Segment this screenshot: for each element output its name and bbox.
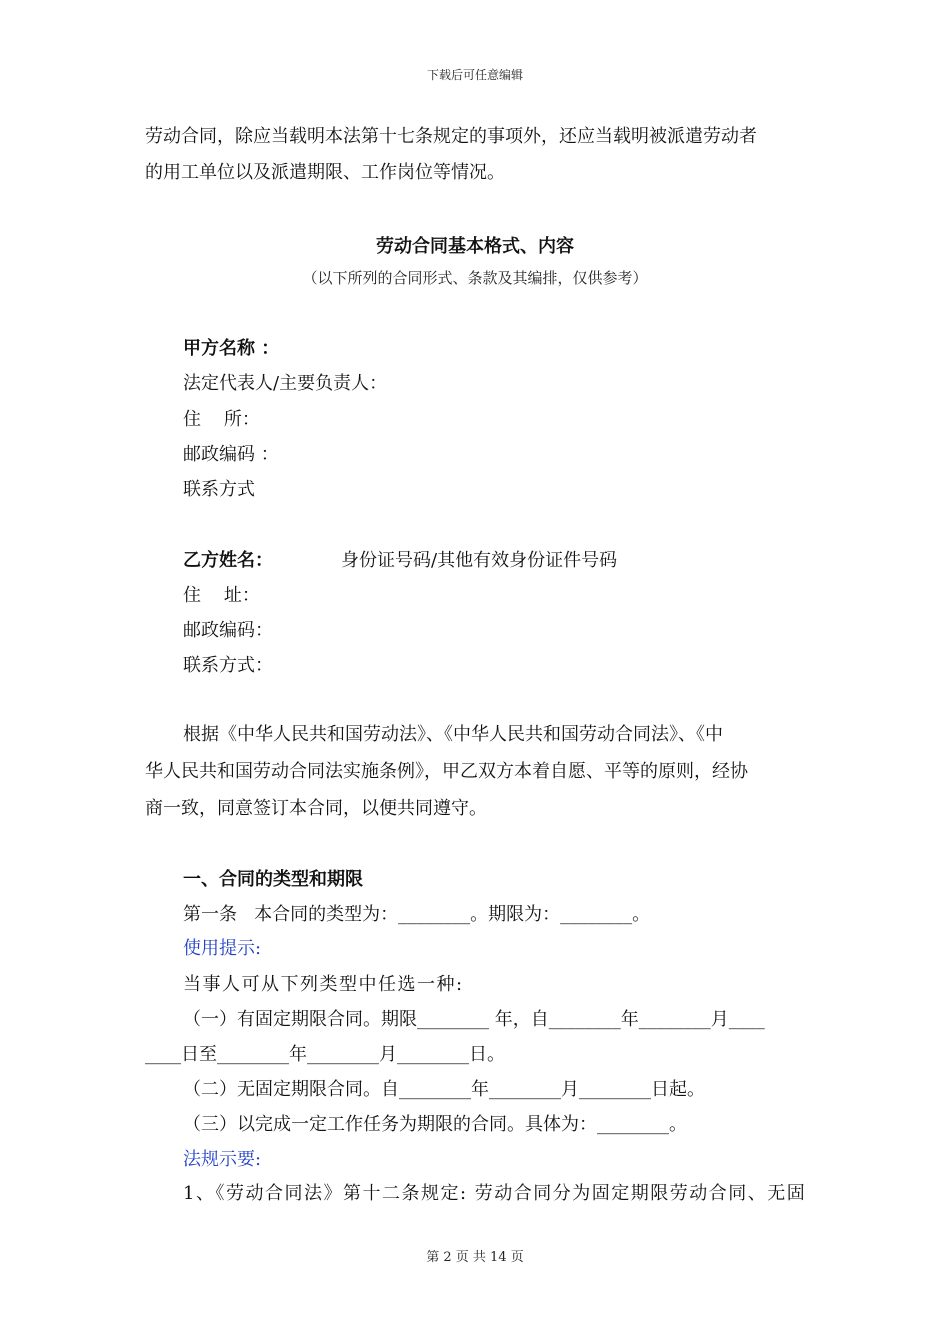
article-1: 第一条 本合同的类型为：________。期限为：________。 [183, 904, 651, 925]
page-footer: 第 2 页 共 14 页 [426, 1250, 524, 1265]
option-3: （三）以完成一定工作任务为期限的合同。具体为：________。 [183, 1114, 687, 1135]
option-1-line-1: （一）有固定期限合同。期限________ 年，自________年________月____ [183, 1009, 765, 1030]
party-a-rep-label: 法定代表人/主要负责人： [183, 373, 388, 394]
party-b-contact-label: 联系方式： [183, 655, 273, 676]
intro-line-1: 劳动合同，除应当载明本法第十七条规定的事项外，还应当载明被派遣劳动者 [145, 126, 757, 147]
option-2: （二）无固定期限合同。自________年________月________日起。 [183, 1079, 705, 1100]
party-b-address-label: 住 址： [183, 585, 260, 606]
option-1-line-2: ____日至________年________月________日。 [145, 1044, 505, 1065]
preamble-line-3: 商一致，同意签订本合同，以便共同遵守。 [145, 798, 487, 819]
page-header: 下载后可任意编辑 [426, 68, 523, 82]
intro-line-2: 的用工单位以及派遣期限、工作岗位等情况。 [145, 162, 505, 183]
section-title: 劳动合同基本格式、内容 [376, 236, 574, 257]
party-a-contact-label: 联系方式 [183, 479, 255, 500]
law-label: 法规示要: [183, 1149, 262, 1170]
usage-tip-label: 使用提示: [183, 938, 262, 959]
preamble-line-1: 根据《中华人民共和国劳动法》、《中华人民共和国劳动合同法》、《中 [183, 724, 723, 745]
usage-tip-text: 当事人可从下列类型中任选一种: [183, 974, 464, 995]
party-a-postcode-label: 邮政编码 ： [183, 444, 279, 465]
party-b-name-label: 乙方姓名： [183, 550, 273, 571]
party-a-name-label: 甲方名称 ： [183, 338, 280, 359]
party-a-address-label: 住 所： [183, 409, 260, 430]
section-subtitle: （以下所列的合同形式、条款及其编排，仅供参考） [302, 269, 648, 287]
party-b-id-label: 身份证号码/其他有效身份证件号码 [341, 550, 618, 571]
preamble-line-2: 华人民共和国劳动合同法实施条例》，甲乙双方本着自愿、平等的原则，经协 [145, 761, 748, 782]
chapter-1-heading: 一、合同的类型和期限 [183, 869, 363, 890]
law-text: 1、《劳动合同法》第十二条规定: 劳动合同分为固定期限劳动合同、无固 [183, 1183, 807, 1204]
party-b-postcode-label: 邮政编码： [183, 620, 273, 641]
